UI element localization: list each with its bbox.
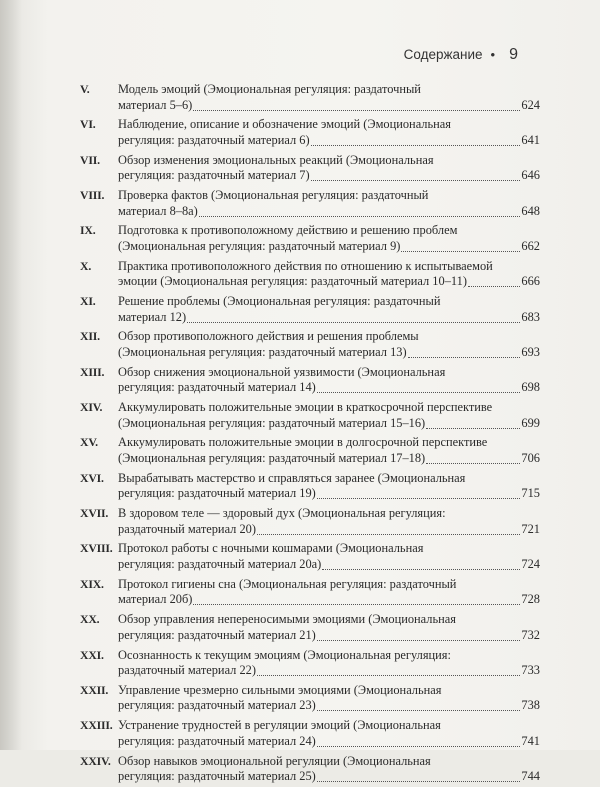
toc-entry-title-line2: регуляция: раздаточный материал 14) (118, 380, 316, 395)
toc-entry-title-line1: Решение проблемы (Эмоциональная регуляция: раздаточный (118, 294, 441, 309)
toc-entry (80, 363, 540, 398)
toc-entry-body (118, 115, 540, 150)
toc-entry (80, 469, 540, 504)
dot-leader (468, 274, 520, 287)
toc-entry-body (118, 610, 540, 645)
toc-entry-title-line1: Наблюдение, описание и обозначение эмоций (Эмоциональная (118, 117, 451, 132)
toc-entry-number: XI. (80, 294, 96, 309)
toc-entry-line2 (118, 734, 540, 750)
running-header (404, 46, 518, 64)
toc-entry-line2 (118, 592, 540, 608)
toc-entry-page: 662 (521, 238, 540, 253)
toc-entry-title-line2: регуляция: раздаточный материал 25) (118, 769, 316, 784)
toc-entry-body (118, 469, 540, 504)
toc-entry-body (118, 80, 540, 115)
toc-entry-number: VI. (80, 117, 96, 132)
toc-entry-line2 (118, 274, 540, 290)
toc-entry-title-line1: Обзор навыков эмоциональной регуляции (Эмоциональная (118, 753, 431, 768)
toc-entry-title-line2: (Эмоциональная регуляция: раздаточный материал 15–16) (118, 415, 426, 430)
toc-entry (80, 433, 540, 468)
page-gutter-shadow (0, 0, 22, 750)
toc-entry (80, 504, 540, 539)
dot-leader (322, 557, 520, 570)
toc-entry-title-line2: регуляция: раздаточный материал 7) (118, 168, 310, 183)
dot-leader (257, 663, 520, 676)
toc-entry-number: XVI. (80, 470, 104, 485)
toc-entry-title-line1: Осознанность к текущим эмоциям (Эмоциональная регуляция: (118, 647, 451, 662)
toc-entry-body (118, 398, 540, 433)
toc-entry-body (118, 292, 540, 327)
dot-leader (317, 698, 521, 711)
toc-entry-line2 (118, 557, 540, 573)
toc-entry-body (118, 504, 540, 539)
toc-entry (80, 716, 540, 751)
toc-entry-number: X. (80, 258, 92, 273)
toc-entry-page: 732 (521, 627, 540, 642)
dot-leader (193, 592, 520, 605)
header-page-number: 9 (509, 46, 518, 63)
dot-leader (426, 451, 520, 464)
toc-entry-line2 (118, 663, 540, 679)
toc-entry-line2 (118, 698, 540, 714)
toc-entry-number: VII. (80, 152, 100, 167)
toc-entry-line2 (118, 133, 540, 149)
toc-entry-page: 741 (521, 733, 540, 748)
table-of-contents (80, 80, 540, 787)
dot-leader (408, 345, 521, 358)
toc-entry-title-line1: Модель эмоций (Эмоциональная регуляция: раздаточный (118, 82, 421, 96)
toc-entry-number: XX. (80, 612, 100, 627)
toc-entry-title-line2: регуляция: раздаточный материал 21) (118, 627, 316, 642)
toc-entry-body (118, 681, 540, 716)
toc-entry-title-line1: Аккумулировать положительные эмоции в краткосрочной перспективе (118, 400, 493, 415)
toc-entry-title-line1: Подготовка к противоположному действию и решению проблем (118, 223, 458, 238)
toc-entry-body (118, 716, 540, 751)
toc-entry-number: XIX. (80, 576, 104, 591)
toc-entry-page: 721 (521, 521, 540, 536)
toc-entry-title-line2: (Эмоциональная регуляция: раздаточный материал 9) (118, 238, 401, 253)
toc-entry (80, 575, 540, 610)
toc-entry-number: VIII. (80, 188, 105, 203)
toc-entry-line2 (118, 239, 540, 255)
dot-leader (426, 416, 520, 429)
toc-entry-title-line1: Вырабатывать мастерство и справляться заранее (Эмоциональная (118, 470, 466, 485)
toc-entry-page: 648 (521, 203, 540, 218)
toc-entry-page: 683 (521, 309, 540, 324)
dot-leader (193, 98, 520, 111)
toc-entry (80, 186, 540, 221)
toc-entry-title-line1: Обзор изменения эмоциональных реакций (Эмоциональная (118, 152, 434, 167)
toc-entry-number: XXII. (80, 682, 109, 697)
toc-entry-number: IX. (80, 223, 96, 238)
toc-entry-line2 (118, 628, 540, 644)
toc-entry-line2 (118, 168, 540, 184)
toc-entry-title-line2: (Эмоциональная регуляция: раздаточный материал 17–18) (118, 450, 426, 465)
toc-entry-page: 624 (521, 97, 540, 112)
toc-entry-number: XVII. (80, 506, 109, 521)
toc-entry-page: 744 (521, 769, 540, 784)
toc-entry-page: 698 (521, 380, 540, 395)
toc-entry-number: XIII. (80, 364, 105, 379)
toc-entry-line2 (118, 345, 540, 361)
dot-leader (257, 522, 520, 535)
toc-entry-title-line1: Обзор управления непереносимыми эмоциями (Эмоциональная (118, 612, 456, 627)
toc-entry-body (118, 221, 540, 256)
toc-entry-number: V. (80, 82, 90, 96)
toc-entry-title-line1: Протокол работы с ночными кошмарами (Эмоциональная (118, 541, 424, 556)
toc-entry (80, 115, 540, 150)
toc-entry-title-line1: Проверка фактов (Эмоциональная регуляция: раздаточный (118, 188, 429, 203)
toc-entry-body (118, 646, 540, 681)
toc-entry-title-line2: регуляция: раздаточный материал 6) (118, 132, 310, 147)
toc-entry-body (118, 151, 540, 186)
toc-entry-page: 738 (521, 698, 540, 713)
toc-entry-body (118, 539, 540, 574)
toc-entry-number: XVIII. (80, 541, 113, 556)
toc-entry-title-line1: Обзор снижения эмоциональной уязвимости (Эмоциональная (118, 364, 446, 379)
toc-entry-page: 706 (521, 450, 540, 465)
toc-entry-body (118, 752, 540, 787)
toc-entry-page: 699 (521, 415, 540, 430)
toc-entry-line2 (118, 522, 540, 538)
toc-entry-line2 (118, 486, 540, 502)
toc-entry-line2 (118, 380, 540, 396)
dot-leader (317, 380, 521, 393)
toc-entry-line2 (118, 769, 540, 785)
toc-entry (80, 752, 540, 787)
dot-leader (401, 239, 520, 252)
toc-entry (80, 292, 540, 327)
dot-leader (311, 133, 521, 146)
toc-entry-line2 (118, 310, 540, 326)
toc-entry-title-line2: регуляция: раздаточный материал 20а) (118, 556, 322, 571)
dot-leader (311, 168, 521, 181)
toc-entry-body (118, 575, 540, 610)
toc-entry-number: XIV. (80, 400, 103, 415)
dot-leader (317, 734, 521, 747)
toc-entry-body (118, 186, 540, 221)
toc-entry-title-line2: материал 20б) (118, 592, 193, 607)
header-title: Содержание (403, 47, 483, 62)
toc-entry-body (118, 257, 540, 292)
toc-entry-number: XXIII. (80, 718, 113, 733)
dot-leader (317, 769, 521, 782)
toc-entry-line2 (118, 98, 540, 114)
toc-entry-title-line1: Обзор противоположного действия и решения проблемы (118, 329, 419, 344)
toc-entry-line2 (118, 204, 540, 220)
toc-entry (80, 398, 540, 433)
toc-entry-title-line1: Практика противоположного действия по отношению к испытываемой (118, 258, 493, 273)
toc-entry-line2 (118, 416, 540, 432)
toc-entry-body (118, 363, 540, 398)
toc-entry (80, 221, 540, 256)
toc-entry-title-line2: материал 12) (118, 309, 187, 324)
toc-entry-title-line2: раздаточный материал 22) (118, 663, 256, 677)
toc-entry-title-line2: регуляция: раздаточный материал 19) (118, 486, 316, 501)
toc-entry-title-line2: раздаточный материал 20) (118, 521, 256, 536)
toc-entry-page: 641 (521, 132, 540, 147)
toc-entry (80, 610, 540, 645)
toc-entry (80, 327, 540, 362)
toc-entry-number: XV. (80, 435, 98, 450)
dot-leader (317, 628, 521, 641)
toc-entry-title-line2: материал 5–6) (118, 97, 193, 112)
toc-entry-page: 715 (521, 486, 540, 501)
toc-entry-body (118, 433, 540, 468)
dot-leader (317, 486, 521, 499)
toc-entry-title-line1: В здоровом теле — здоровый дух (Эмоциональная регуляция: (118, 506, 446, 521)
toc-entry-title-line1: Протокол гигиены сна (Эмоциональная регуляция: раздаточный (118, 576, 457, 591)
toc-entry-page: 646 (521, 168, 540, 183)
toc-entry-page: 666 (521, 274, 540, 289)
toc-entry-page: 728 (521, 592, 540, 607)
toc-entry-title-line1: Управление чрезмерно сильными эмоциями (Эмоциональная (118, 682, 442, 697)
toc-entry (80, 646, 540, 681)
toc-entry (80, 539, 540, 574)
dot-leader (187, 310, 520, 323)
toc-entry-page: 693 (521, 344, 540, 359)
toc-entry-title-line2: эмоции (Эмоциональная регуляция: раздаточный материал 10–11) (118, 274, 467, 289)
toc-entry-title-line2: материал 8–8а) (118, 203, 198, 218)
toc-entry-title-line1: Аккумулировать положительные эмоции в долгосрочной перспективе (118, 435, 488, 450)
toc-entry (80, 80, 540, 115)
toc-entry-page: 724 (521, 556, 540, 571)
toc-entry-title-line2: регуляция: раздаточный материал 23) (118, 698, 316, 713)
toc-entry-number: XII. (80, 329, 100, 344)
toc-entry-page: 733 (521, 663, 540, 677)
toc-entry (80, 681, 540, 716)
toc-entry-title-line1: Устранение трудностей в регуляции эмоций (Эмоциональная (118, 718, 441, 733)
toc-entry-title-line2: (Эмоциональная регуляция: раздаточный материал 13) (118, 344, 407, 359)
toc-entry-title-line2: регуляция: раздаточный материал 24) (118, 733, 316, 748)
toc-entry (80, 151, 540, 186)
dot-leader (199, 204, 521, 217)
toc-entry-body (118, 327, 540, 362)
toc-entry-line2 (118, 451, 540, 467)
toc-entry (80, 257, 540, 292)
toc-entry-number: XXI. (80, 647, 104, 662)
toc-entry-number: XXIV. (80, 753, 111, 768)
header-bullet: • (490, 47, 496, 62)
